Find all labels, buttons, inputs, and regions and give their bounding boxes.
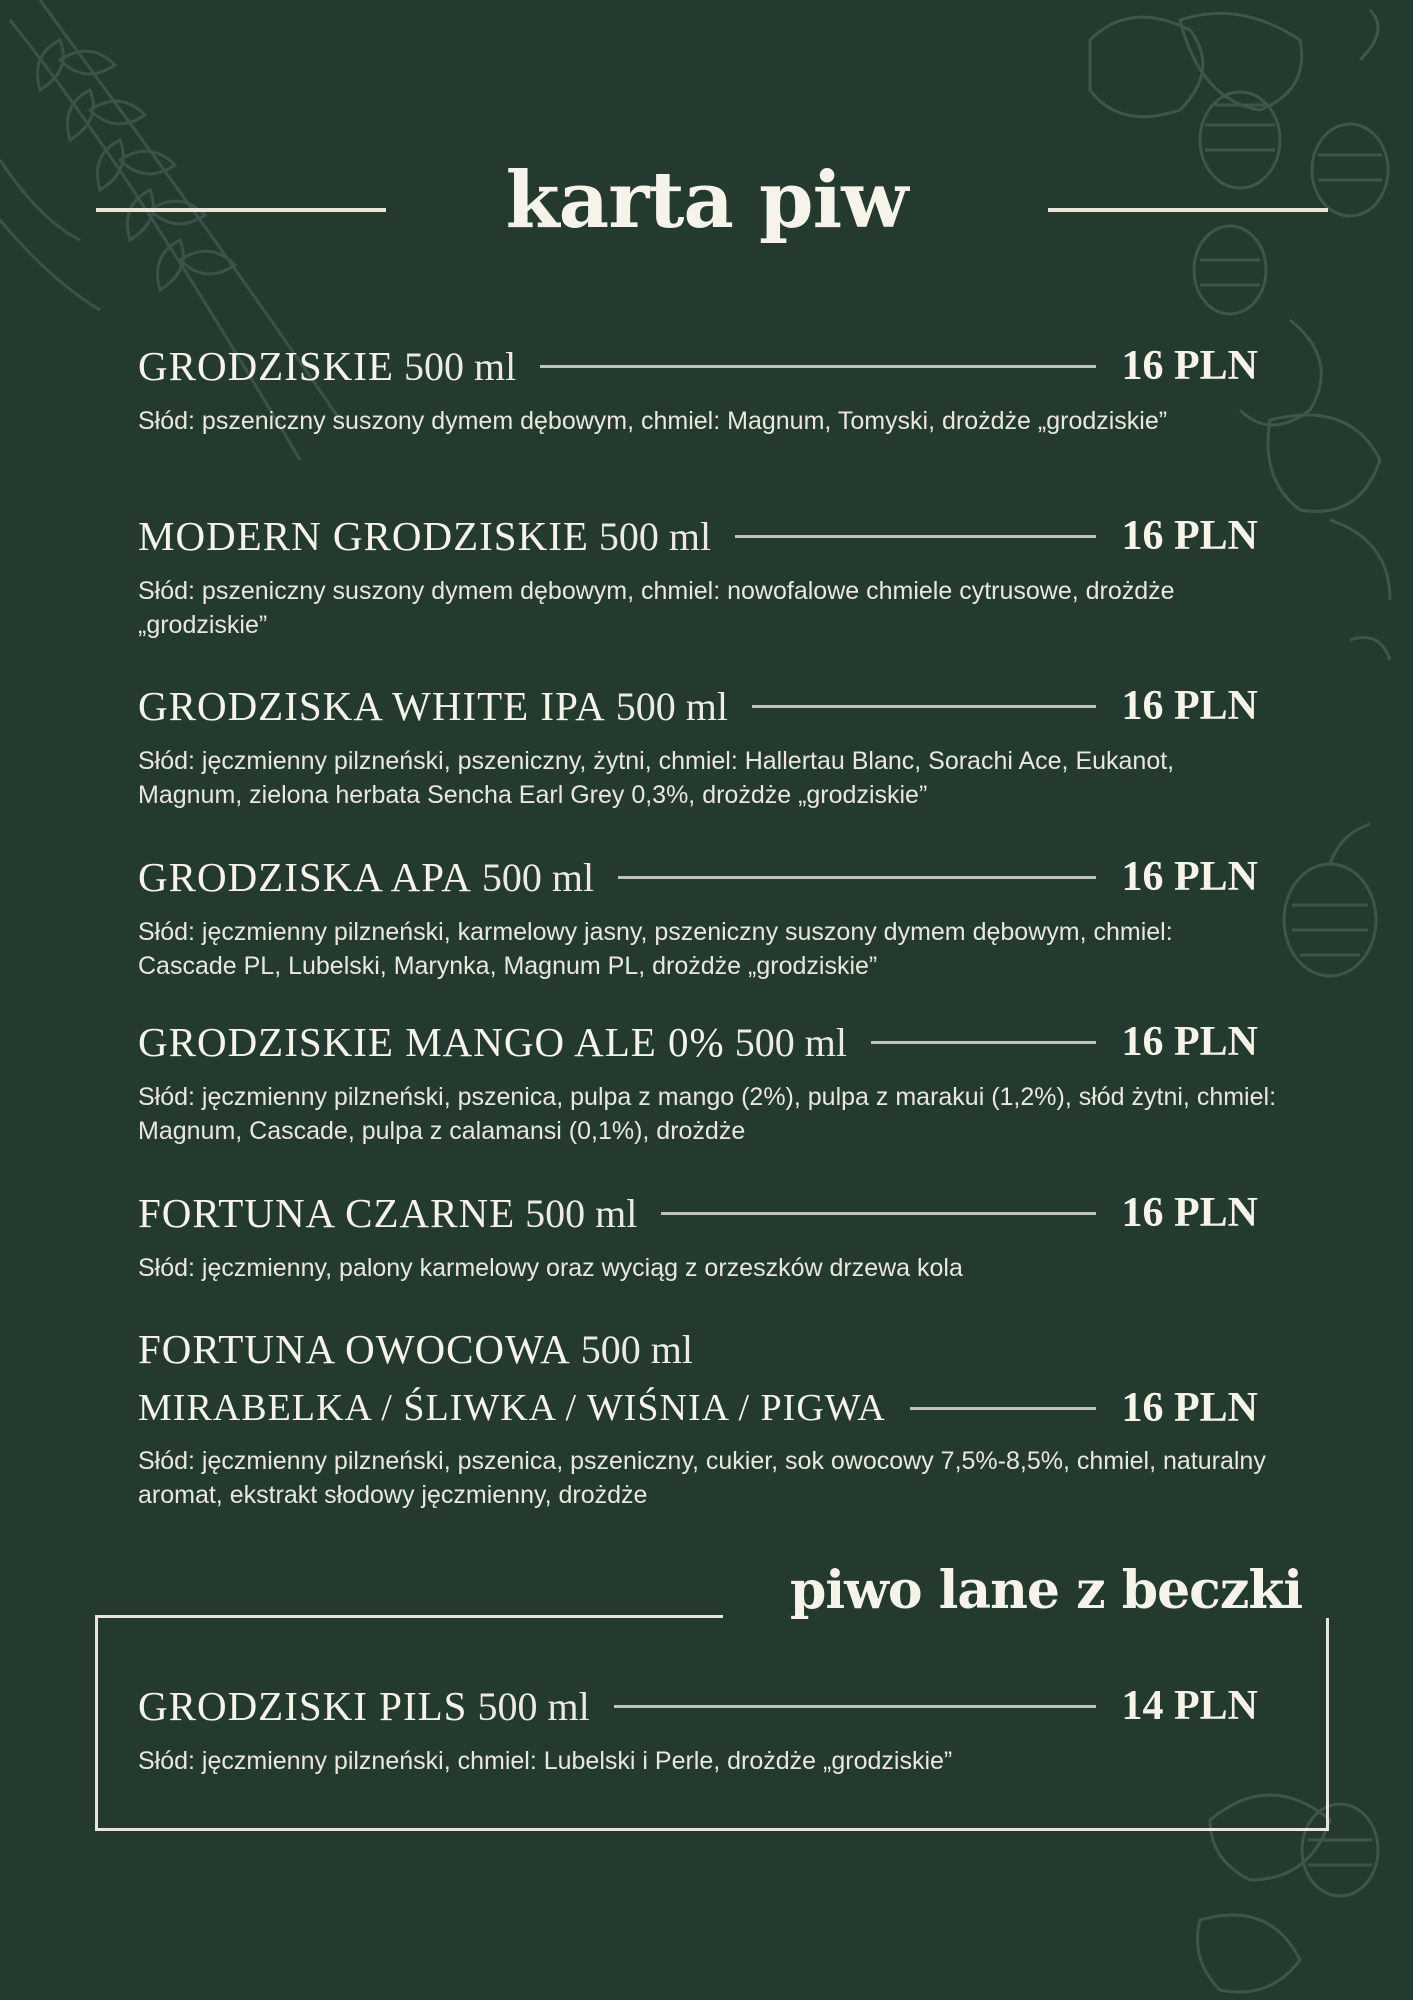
leader-line (661, 1212, 1095, 1215)
beer-name: GRODZISKIE MANGO ALE 0% (138, 1019, 725, 1065)
beer-description: Słód: jęczmienny pilzneński, pszenica, pulpa z mango (2%), pulpa z marakui (1,2%), słód żytni, chmiel: Magnum, Cascade, pulpa z calamansi (0,1%), drożdże (138, 1083, 1277, 1145)
leader-line (752, 705, 1096, 708)
beer-volume: 500 ml (598, 513, 712, 559)
menu-item-header (138, 1318, 1258, 1380)
beer-description: Słód: jęczmienny pilzneński, karmelowy jasny, pszeniczny suszony dymem dębowym, chmiel: Cascade PL, Lubelski, Marynka, Magnum PL, drożdże „grodziskie” (138, 918, 1173, 980)
beer-price: 16 PLN (1121, 513, 1258, 559)
beer-name: GRODZISKA WHITE IPA (138, 683, 606, 729)
menu-header (0, 150, 1413, 270)
beer-price: 16 PLN (1121, 343, 1258, 389)
beer-description: Słód: jęczmienny, palony karmelowy oraz wyciąg z orzeszków drzewa kola (138, 1254, 963, 1282)
menu-item (138, 676, 1258, 812)
leader-line (618, 876, 1095, 879)
beer-description: Słód: jęczmienny pilzneński, pszeniczny, żytni, chmiel: Hallertau Blanc, Sorachi Ace, Eukanot, Magnum, zielona herbata Sencha Earl Grey 0,3%, drożdże „grodziskie” (138, 747, 1175, 809)
menu-item-header (138, 1676, 1258, 1736)
beer-description: Słód: jęczmienny pilzneński, chmiel: Lubelski i Perle, drożdże „grodziskie” (138, 1747, 953, 1775)
menu-item-header (138, 506, 1258, 566)
leader-line (614, 1705, 1096, 1708)
beer-name: GRODZISKI PILS (138, 1683, 468, 1729)
beer-variants: MIRABELKA / ŚLIWKA / WIŚNIA / PIGWA (138, 1387, 886, 1429)
menu-item (138, 847, 1258, 983)
menu-item (138, 1318, 1266, 1512)
menu-item-header (138, 1183, 1258, 1243)
beer-name: FORTUNA CZARNE (138, 1190, 516, 1236)
draft-item (138, 1676, 1258, 1778)
menu-item (138, 336, 1258, 438)
beer-name: MODERN GRODZISKIE (138, 513, 589, 559)
beer-volume: 500 ml (580, 1326, 694, 1372)
beer-price: 16 PLN (1121, 854, 1258, 900)
draft-section-title: piwo lane z beczki (790, 1560, 1303, 1621)
beer-description: Słód: pszeniczny suszony dymem dębowym, chmiel: nowofalowe chmiele cytrusowe, drożdże „grodziskie” (138, 577, 1175, 639)
menu-item-header (138, 1012, 1258, 1072)
menu-item-variants-row (138, 1380, 1258, 1436)
beer-volume: 500 ml (403, 343, 517, 389)
page-title: karta piw (505, 155, 908, 246)
beer-volume: 500 ml (615, 683, 728, 729)
beer-volume: 500 ml (525, 1190, 638, 1236)
menu-item (138, 1183, 1258, 1285)
beer-price: 16 PLN (1121, 683, 1258, 729)
leader-line (735, 535, 1095, 538)
beer-description: Słód: pszeniczny suszony dymem dębowym, chmiel: Magnum, Tomyski, drożdże „grodziskie” (138, 407, 1168, 435)
beer-price: 14 PLN (1121, 1683, 1258, 1729)
beer-volume: 500 ml (734, 1019, 847, 1065)
beer-price: 16 PLN (1121, 1019, 1258, 1065)
beer-description: Słód: jęczmienny pilzneński, pszenica, pszeniczny, cukier, sok owocowy 7,5%-8,5%, chmiel, naturalny aromat, ekstrakt słodowy jęczmienny, drożdże (138, 1447, 1266, 1509)
beer-volume: 500 ml (477, 1683, 590, 1729)
leader-line (910, 1407, 1096, 1410)
leader-line (540, 365, 1095, 368)
beer-price: 16 PLN (1121, 1385, 1258, 1431)
menu-item-header (138, 676, 1258, 736)
beer-volume: 500 ml (481, 854, 595, 900)
beer-name: FORTUNA OWOCOWA (138, 1326, 571, 1372)
title-right-line (1048, 208, 1328, 212)
beer-name: GRODZISKIE (138, 343, 394, 389)
menu-item-header (138, 847, 1258, 907)
menu-item (138, 1012, 1277, 1148)
menu-item (138, 506, 1258, 642)
menu-item-header (138, 336, 1258, 396)
leader-line (871, 1041, 1096, 1044)
beer-name: GRODZISKA APA (138, 854, 472, 900)
beer-price: 16 PLN (1121, 1190, 1258, 1236)
